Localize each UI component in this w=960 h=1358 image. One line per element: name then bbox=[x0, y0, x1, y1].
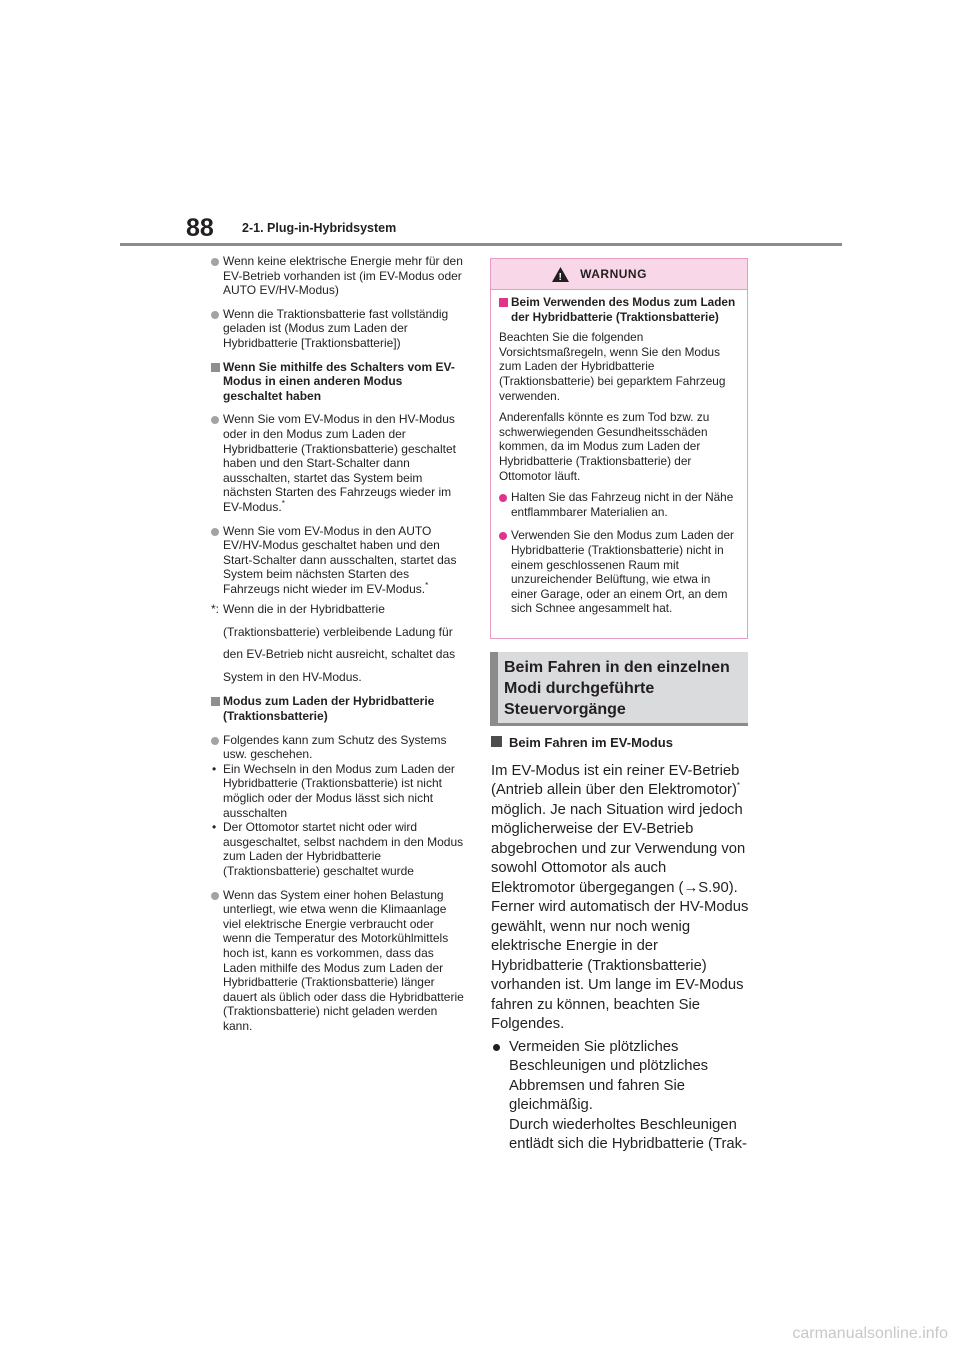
warning-paragraph: Beachten Sie die folgenden Vorsichtsmaßregeln, wenn Sie den Modus zum Laden der Hybridbatterie (Traktionsbatterie) bei geparktem Fahrzeug verwenden. bbox=[499, 330, 726, 403]
warning-paragraph: Anderenfalls könnte es zum Tod bzw. zu schwerwiegenden Gesundheitsschäden kommen, da im Modus zum Laden der Hybridbatterie (Traktionsbatterie) der Ottomotor läuft. bbox=[499, 410, 710, 483]
page-number: 88 bbox=[186, 214, 214, 242]
dash-item bbox=[211, 820, 465, 878]
body-paragraph bbox=[491, 762, 751, 1035]
warning-header bbox=[491, 259, 747, 290]
footnote-marker: * bbox=[425, 580, 429, 590]
left-column bbox=[211, 254, 465, 1043]
dot-marker: • bbox=[212, 820, 217, 835]
bullet-item: Wenn keine elektrische Energie mehr für den EV-Betrieb vorhanden ist (im EV-Modus oder AUTO EV/HV-Modus) bbox=[211, 254, 465, 298]
body-text: Im EV-Modus ist ein reiner EV-Betrieb (Antrieb allein über den Elektromotor) bbox=[491, 762, 740, 798]
bullet-item: Wenn das System einer hohen Belastung unterliegt, wie etwa wenn die Klimaanlage viel elektrische Energie verbraucht oder wenn die Temperatur des Motorkühlmittels hoch ist, kann es vorkommen, dass das Laden mithilfe des Modus zum Laden der Hybridbatterie (Traktionsbatterie) länger dauert als üblich oder dass die Hybridbatterie (Traktionsbatterie) nicht geladen werden kann. bbox=[211, 888, 465, 1034]
subsection-heading: Wenn Sie mithilfe des Schalters vom EV-Modus in einen anderen Modus geschaltet haben bbox=[211, 360, 465, 404]
section-heading: Beim Fahren in den einzelnen Modi durchgeführte Steuervorgänge bbox=[504, 659, 730, 718]
dash-text: Der Ottomotor startet nicht oder wird ausgeschaltet, selbst nachdem in den Modus zum Laden der Hybridbatterie (Traktionsbatterie) geschaltet wurde bbox=[223, 820, 464, 878]
bullet-item bbox=[211, 412, 465, 514]
bullet-text: Wenn Sie vom EV-Modus in den AUTO EV/HV-Modus geschaltet haben und den Start-Schalter dann ausschalten, startet das System beim nächsten Starten des Fahrzeugs nicht wieder im EV-Modus. bbox=[223, 523, 457, 596]
footnote-marker: * bbox=[281, 498, 285, 508]
heading-accent-bar bbox=[490, 652, 498, 723]
header-divider bbox=[120, 243, 842, 246]
right-column bbox=[491, 733, 751, 1155]
footnote-text: Wenn die in der Hybridbatterie (Traktionsbatterie) verbleibende Ladung für den EV-Betrieb nicht ausreicht, schaltet das System in den HV-Modus. bbox=[223, 602, 456, 684]
section-title: 2-1. Plug-in-Hybridsystem bbox=[242, 221, 397, 235]
warning-bullet: Verwenden Sie den Modus zum Laden der Hybridbatterie (Traktionsbatterie) nicht in einem geschlossenen Raum mit unzureichender Belüftung, wie etwa in einer Garage, oder an einem Ort, an dem sich Schnee angesammelt hat. bbox=[499, 528, 739, 616]
bullet-text: Wenn Sie vom EV-Modus in den HV-Modus oder in den Modus zum Laden der Hybridbatterie (Traktionsbatterie) geschaltet haben und den Start-Schalter dann ausschalten, startet das System beim nächsten Starten des Fahrzeugs wieder im EV-Modus. bbox=[223, 412, 456, 514]
warning-heading: Beim Verwenden des Modus zum Laden der Hybridbatterie (Traktionsbatterie) bbox=[499, 295, 739, 324]
subsection-heading: Modus zum Laden der Hybridbatterie (Traktionsbatterie) bbox=[211, 694, 465, 723]
footnote-label: *: bbox=[211, 602, 220, 617]
warning-triangle-icon bbox=[551, 266, 570, 283]
watermark: carmanualsonline.info bbox=[792, 1325, 948, 1342]
bullet-item: Wenn die Traktionsbatterie fast vollständig geladen ist (Modus zum Laden der Hybridbatterie [Traktionsbatterie]) bbox=[211, 307, 465, 351]
tip-subtext: Durch wiederholtes Beschleunigen entlädt sich die Hybridbatterie (Trak- bbox=[509, 1116, 747, 1152]
dash-item bbox=[211, 762, 465, 820]
body-text: möglich. Je nach Situation wird jedoch möglicherweise der EV-Betrieb abgebrochen und zur Verwendung von sowohl Ottomotor als auch Elektromotor übergegangen (→S.90). Ferner wird automatisch der HV-Modus gewählt, wenn nur noch wenig elektrische Energie in der Hybridbatterie (Traktionsbatterie) vorhanden ist. Um lange im EV-Modus fahren zu können, beachten Sie Folgendes. bbox=[491, 801, 749, 1032]
footnote bbox=[211, 598, 465, 688]
warning-title: WARNUNG bbox=[580, 267, 647, 281]
dash-text: Ein Wechseln in den Modus zum Laden der Hybridbatterie (Traktionsbatterie) ist nicht möglich oder der Modus lässt sich nicht ausschalten bbox=[223, 761, 455, 820]
warning-bullet: Halten Sie das Fahrzeug nicht in der Nähe entflammbarer Materialien an. bbox=[499, 490, 739, 519]
section-heading-box bbox=[490, 652, 748, 726]
bullet-item: Folgendes kann zum Schutz des Systems usw. geschehen. bbox=[211, 733, 465, 762]
subsection-heading: Beim Fahren im EV-Modus bbox=[491, 733, 751, 753]
warning-box bbox=[490, 258, 748, 639]
dot-marker: • bbox=[212, 761, 217, 776]
tip-text: Vermeiden Sie plötzliches Beschleunigen und plötzliches Abbremsen und fahren Sie gleichmäßig. bbox=[509, 1038, 709, 1113]
tip-item bbox=[491, 1038, 751, 1155]
bullet-item bbox=[211, 524, 465, 597]
warning-icon-mark: ! bbox=[558, 271, 563, 283]
warning-body bbox=[491, 290, 747, 616]
footnote-marker: * bbox=[736, 781, 741, 791]
